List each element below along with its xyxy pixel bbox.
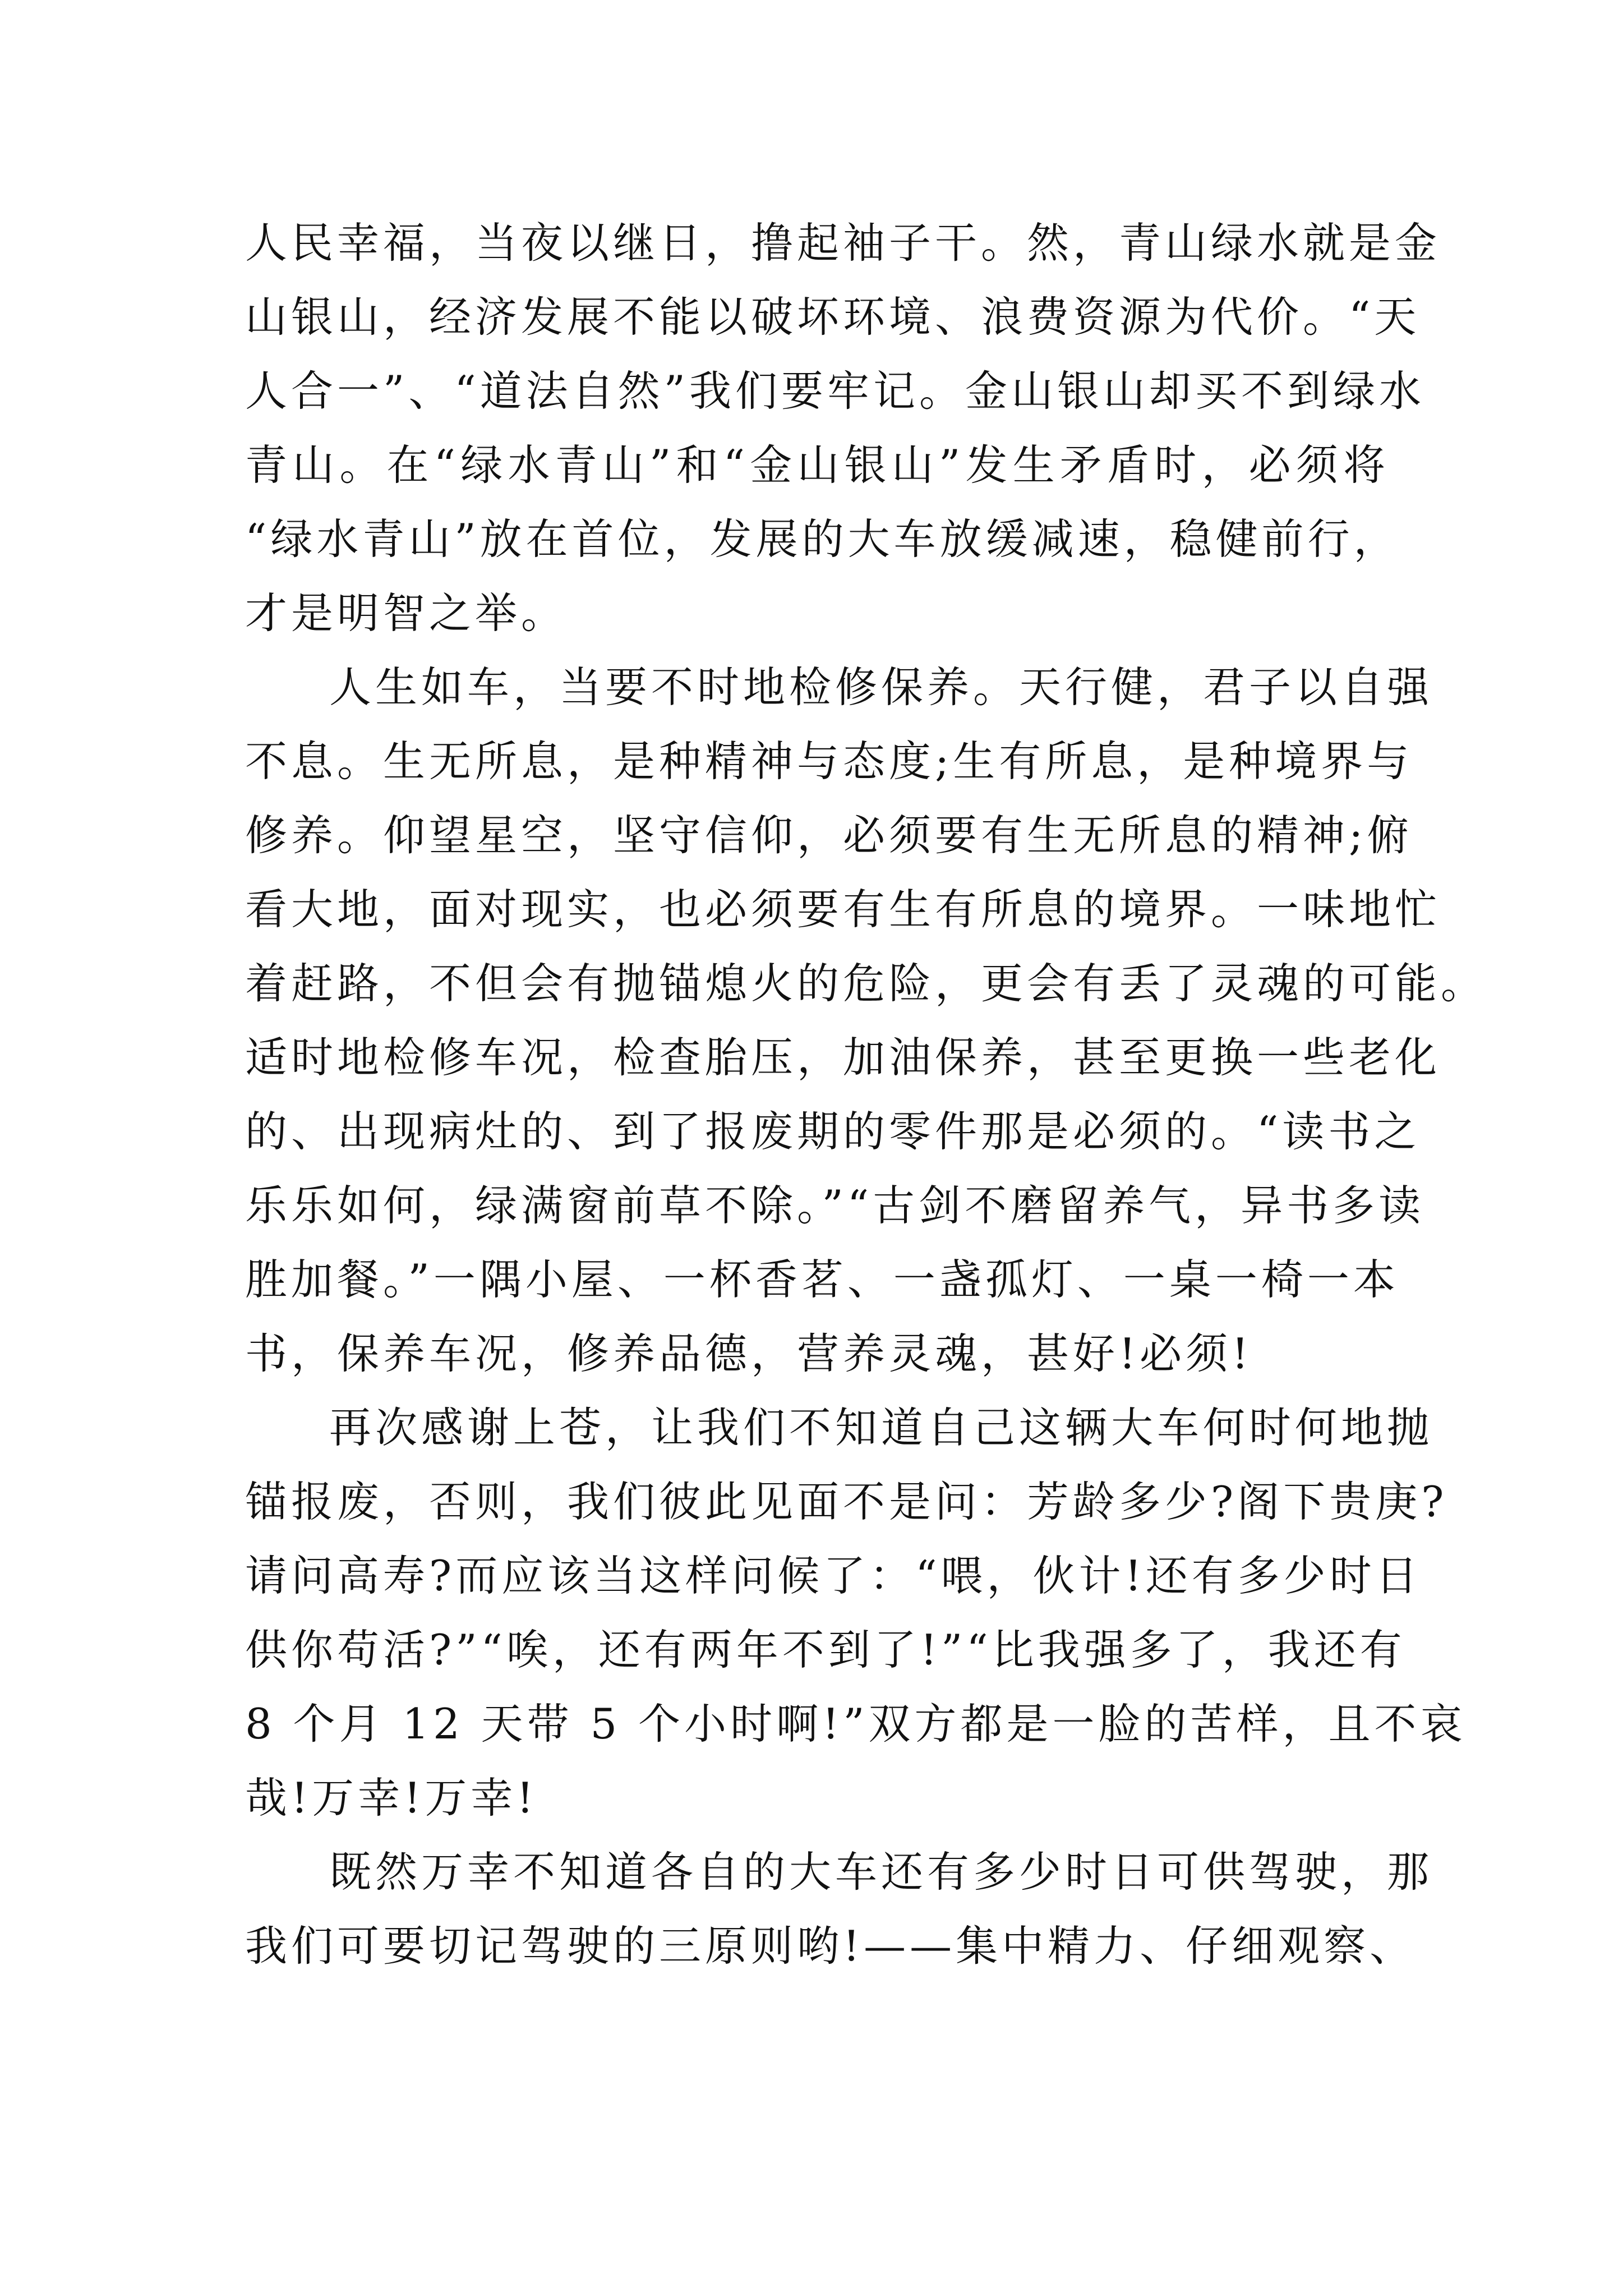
p1-line-3: 人合一”、“道法自然”我们要牢记。金山银山却买不到绿水 [245,366,1426,416]
p1-line-5: “绿水青山”放在首位，发展的大车放缓减速，稳健前行， [245,514,1400,564]
p2-line-6: 适时地检修车况，检查胎压，加油保养，甚至更换一些老化 [245,1033,1441,1082]
p4-line-2: 我们可要切记驾驶的三原则哟!——集中精力、仔细观察、 [245,1921,1416,1971]
p2-line-9: 胜加餐。”一隅小屋、一杯香茗、一盏孤灯、一桌一椅一本 [245,1255,1399,1304]
p1-line-4: 青山。在“绿水青山”和“金山银山”发生矛盾时，必须将 [245,440,1389,490]
body-text [245,206,1487,1983]
p2-line-5: 着赶路，不但会有抛锚熄火的危险，更会有丢了灵魂的可能。 [245,959,1487,1008]
p1-line-2: 山银山，经济发展不能以破坏环境、浪费资源为代价。“天 [245,292,1421,342]
p4-line-1: 既然万幸不知道各自的大车还有多少时日可供驾驶，那 [329,1847,1433,1897]
p2-line-7: 的、出现病灶的、到了报废期的零件那是必须的。“读书之 [245,1107,1421,1156]
p2-line-2: 不息。生无所息，是种精神与态度;生有所息，是种境界与 [245,737,1413,786]
p2-line-8: 乐乐如何，绿满窗前草不除。”“古剑不磨留养气，异书多读 [245,1181,1425,1230]
p3-line-4: 供你苟活?”“唉，还有两年不到了!”“比我强多了，我还有 [245,1625,1406,1674]
p3-line-5: 8 个月 12 天带 5 个小时啊!”双方都是一脸的苦样，且不哀 [245,1699,1467,1749]
p3-line-3: 请问高寿?而应该当这样问候了：“喂，伙计!还有多少时日 [245,1551,1422,1600]
p2-line-1: 人生如车，当要不时地检修保养。天行健，君子以自强 [329,662,1433,712]
p3-line-2: 锚报废，否则，我们彼此见面不是问：芳龄多少?阁下贵庚? [245,1477,1448,1526]
p2-line-3: 修养。仰望星空，坚守信仰，必须要有生无所息的精神;俯 [245,811,1413,860]
p2-line-10: 书，保养车况，修养品德，营养灵魂，甚好!必须! [245,1329,1253,1378]
p1-line-1: 人民幸福，当夜以继日，撸起袖子干。然，青山绿水就是金 [245,218,1441,268]
p2-line-4: 看大地，面对现实，也必须要有生有所息的境界。一味地忙 [245,885,1441,934]
p1-line-6: 才是明智之举。 [245,588,568,638]
p3-line-1: 再次感谢上苍，让我们不知道自己这辆大车何时何地抛 [329,1403,1433,1452]
p3-line-6: 哉!万幸!万幸! [245,1773,538,1823]
